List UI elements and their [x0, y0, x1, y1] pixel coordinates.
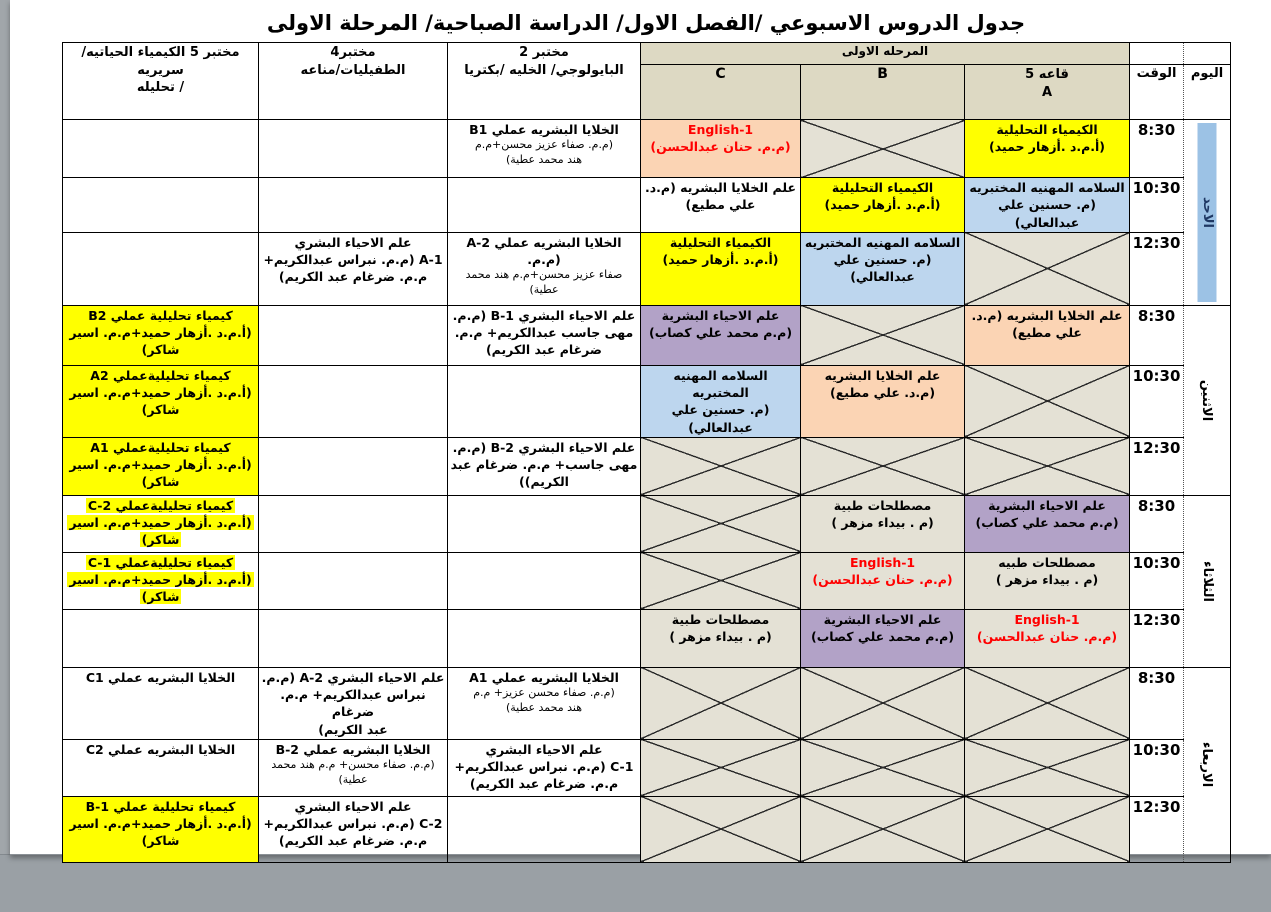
cell-a: [965, 120, 1130, 178]
cell-b: [801, 495, 965, 552]
cell-text-line: [65, 588, 256, 605]
cell-b: [801, 667, 965, 739]
day-cell: [1184, 667, 1231, 862]
schedule-row: [63, 178, 1231, 233]
cell-lab2: [448, 305, 641, 365]
cell-text-line: (م.م محمد علي كصاب): [975, 515, 1119, 530]
cell-text-line: هند محمد عطية): [505, 153, 583, 167]
schedule-table: [62, 42, 1231, 863]
cell-a: [965, 495, 1130, 552]
time-cell: 8:30: [1130, 120, 1184, 178]
cell-lab5: [63, 120, 259, 178]
time-cell: 12:30: [1130, 796, 1184, 862]
cell-text-line: صفاء عزيز محسن+م.م هند محمد: [465, 268, 623, 282]
cell-lab2: [448, 232, 641, 305]
lab2-header-line1: مختبر 2: [519, 45, 569, 60]
cell-text-line: [65, 571, 256, 588]
cell-a: [965, 739, 1130, 796]
cell-lab5: [63, 552, 259, 609]
room-c-header: C: [641, 65, 801, 120]
day-label: الثلاثاء: [1199, 560, 1215, 602]
cell-text-line: الكيمياء التحليلية: [996, 122, 1098, 137]
cell-text-line: ضرغام عبد الكريم): [485, 342, 603, 358]
lab5-header-line2: / تحليله: [136, 80, 185, 96]
cell-b: [801, 365, 965, 437]
time-column-header: الوقت: [1130, 65, 1184, 120]
day-cell: [1184, 495, 1231, 667]
cell-text-line: علم الاحياء البشري: [294, 798, 412, 814]
cell-text-line: (م.د. علي مطيع): [830, 385, 936, 400]
cell-text-line: علي مطيع): [1012, 325, 1082, 340]
cell-a: [965, 437, 1130, 495]
cell-text-line: الكريم)): [519, 474, 569, 490]
cell-text-line: كيمياء تحليلية عملي B-1: [85, 798, 236, 814]
cell-text-line: كيمياء تحليلية عملي B2: [88, 307, 233, 323]
cell-text-line: (م.م محمد علي كصاب): [649, 325, 793, 340]
cell-lab2: [448, 667, 641, 739]
cell-c: [641, 120, 801, 178]
cell-text-line: الخلايا البشريه عملي C2: [85, 741, 236, 757]
document-page: [10, 0, 1271, 855]
time-column-spacer: [1130, 43, 1184, 65]
day-label: الاربعاء: [1199, 742, 1215, 788]
cell-a: [965, 667, 1130, 739]
cell-text-line: English-1: [849, 554, 916, 570]
cell-text-line: (م.م. حنان عبدالحسن): [650, 139, 791, 155]
cell-text-line: (أ.م.د .أزهار حميد+م.م. اسير: [69, 816, 252, 831]
cell-b: [801, 305, 965, 365]
cell-text-line: مصطلحات طبية: [671, 611, 770, 627]
day-cell: [1184, 305, 1231, 495]
cell-text-line: [65, 554, 256, 571]
cell-c: [641, 437, 801, 495]
cell-text-line: (أ.م.د .أزهار حميد): [662, 252, 779, 267]
cell-b: [801, 739, 965, 796]
cell-text-line: كيمياء تحليليةعملي A1: [90, 439, 231, 455]
cell-text-line: (م . بيداء مزهر ): [669, 629, 772, 644]
room-a-line1: قاعه 5: [1025, 67, 1069, 82]
cell-c: [641, 178, 801, 233]
cell-text-line: علم الاحياء البشرية: [823, 611, 942, 627]
cell-text-line: مهى جاسب عبدالكريم+ م.م.: [454, 325, 634, 340]
schedule-row: [63, 739, 1231, 796]
highlighted-text: شاكر): [141, 532, 180, 548]
cell-text-line: (م. حسنين علي عبدالعالي): [833, 252, 932, 285]
cell-text-line: علم الخلايا البشريه (م.د.: [971, 307, 1123, 323]
time-cell: 8:30: [1130, 495, 1184, 552]
cell-lab4: [259, 365, 448, 437]
cell-lab2: [448, 495, 641, 552]
cell-text-line: English-1: [1014, 611, 1080, 627]
lab2-header-line2: البايولوجي/ الخليه /بكتريا: [464, 62, 624, 78]
room-a-line2: A: [1042, 84, 1053, 100]
cell-text-line: علم الاحياء البشري B-1 (م.م.: [452, 307, 636, 323]
cell-text-line: C-2 (م.م. نبراس عبدالكريم+: [263, 816, 443, 831]
cell-text-line: م.م. ضرغام عبد الكريم): [278, 269, 428, 285]
cell-lab4: [259, 120, 448, 178]
cell-lab2: [448, 365, 641, 437]
schedule-row: [63, 232, 1231, 305]
schedule-row: [63, 552, 1231, 609]
cell-b: [801, 552, 965, 609]
cell-text-line: شاكر): [141, 833, 180, 849]
cell-text-line: (م.م. حنان عبدالحسن): [976, 629, 1118, 644]
cell-text-line: علم الاحياء البشري B-2 (م.م.: [452, 439, 636, 455]
cell-text-line: السلامه المهنيه المختبريه: [673, 367, 768, 400]
cell-a: [965, 552, 1130, 609]
cell-c: [641, 552, 801, 609]
day-column-header: اليوم: [1184, 65, 1231, 120]
cell-text-line: علم الاحياء البشرية: [661, 307, 780, 323]
cell-a: [965, 609, 1130, 667]
cell-text-line: عبد الكريم): [318, 721, 388, 737]
cell-text-line: (م.م. حنان عبدالحسن): [812, 572, 953, 587]
cell-a: [965, 365, 1130, 437]
cell-lab2: [448, 178, 641, 233]
stage-band-header: المرحله الاولى: [641, 43, 1130, 65]
cell-c: [641, 739, 801, 796]
lab5-header-line1: مختبر 5 الكيمياء الحياتيه/سريريه: [81, 45, 240, 78]
room-b-header: B: [801, 65, 965, 120]
cell-c: [641, 609, 801, 667]
cell-lab4: [259, 178, 448, 233]
cell-text-line: (م.م. صفاء محسن+ م.م هند محمد: [271, 758, 435, 771]
cell-a: [965, 796, 1130, 862]
cell-text-line: عطية): [338, 772, 368, 786]
schedule-body: [63, 120, 1231, 863]
schedule-row: [63, 667, 1231, 739]
cell-c: [641, 796, 801, 862]
cell-lab5: [63, 667, 259, 739]
cell-c: [641, 667, 801, 739]
cell-lab5: [63, 437, 259, 495]
cell-text-line: مصطلحات طبيه: [998, 554, 1096, 570]
cell-lab2: [448, 739, 641, 796]
cell-text-line: الخلايا البشريه عملي C1: [85, 669, 236, 685]
cell-text-line: (م.م محمد علي كصاب): [811, 629, 955, 644]
cell-lab4: [259, 305, 448, 365]
schedule-row: [63, 609, 1231, 667]
cell-text-line: (أ.م.د .أزهار حميد): [989, 139, 1106, 155]
cell-text-line: (م. حسنين علي عبدالعالي): [998, 197, 1096, 230]
cell-text-line: علم الخلايا البشريه: [824, 367, 941, 383]
cell-text-line: السلامه المهنيه المختبريه: [969, 180, 1125, 195]
time-cell: 8:30: [1130, 667, 1184, 739]
cell-lab4: [259, 667, 448, 739]
cell-lab4: [259, 495, 448, 552]
cell-text-line: (م . بيداء مزهر ): [831, 515, 934, 530]
cell-c: [641, 365, 801, 437]
lab4-column-header: [259, 43, 448, 120]
cell-text-line: (أ.م.د .أزهار حميد): [824, 197, 941, 213]
cell-text-line: (م . بيداء مزهر ): [995, 572, 1099, 587]
cell-lab5: [63, 796, 259, 862]
cell-lab5: [63, 495, 259, 552]
cell-text-line: English-1: [687, 122, 754, 137]
cell-text-line: كيمياء تحليليةعملي A2: [90, 367, 231, 383]
highlighted-text: كيمياء تحليليةعملي C-2: [87, 497, 234, 513]
cell-lab4: [259, 232, 448, 305]
schedule-row: [63, 796, 1231, 862]
cell-lab5: [63, 178, 259, 233]
lab2-column-header: [448, 43, 641, 120]
cell-text-line: الكيمياء التحليلية: [669, 234, 772, 250]
cell-text-line: علم الاحياء البشرية: [988, 497, 1106, 513]
cell-text-line: مصطلحات طبية: [833, 497, 932, 513]
time-cell: 8:30: [1130, 305, 1184, 365]
cell-c: [641, 232, 801, 305]
cell-text-line: علم الاحياء البشري A-2 (م.م.: [261, 669, 445, 685]
cell-text-line: السلامه المهنيه المختبريه: [804, 234, 961, 250]
header-row-stage: [63, 43, 1231, 65]
cell-lab5: [63, 609, 259, 667]
cell-text-line: م.م. ضرغام عبد الكريم): [469, 776, 619, 792]
lab4-header-line2: الطفيليات/مناعه: [300, 62, 406, 78]
schedule-row: [63, 120, 1231, 178]
cell-text-line: A-1 (م.م. نبراس عبدالكريم+: [263, 252, 443, 267]
cell-lab5: [63, 232, 259, 305]
cell-text-line: C-1 (م.م. نبراس عبدالكريم+: [454, 759, 634, 774]
cell-text-line: هند محمد عطية): [505, 700, 583, 714]
schedule-row: [63, 495, 1231, 552]
time-cell: 10:30: [1130, 365, 1184, 437]
cell-a: [965, 305, 1130, 365]
cell-text-line: الخلايا البشريه عملي A1: [469, 669, 619, 685]
cell-text-line: (أ.م.د .أزهار حميد+م.م. اسير: [69, 325, 252, 340]
cell-text-line: الخلايا البشريه عملي B-2: [275, 741, 431, 757]
time-cell: 10:30: [1130, 739, 1184, 796]
highlighted-text: كيمياء تحليليةعملي C-1: [87, 554, 234, 570]
cell-text-line: علم الاحياء البشري: [485, 741, 603, 757]
highlighted-text: شاكر): [141, 589, 180, 605]
room-a-header: [965, 65, 1130, 120]
cell-text-line: (م.م. صفاء محسن عزيز+ م.م: [473, 686, 615, 699]
cell-lab5: [63, 739, 259, 796]
lab5-column-header: [63, 43, 259, 120]
cell-text-line: علي مطيع): [685, 197, 756, 213]
schedule-row: [63, 365, 1231, 437]
schedule-row: [63, 437, 1231, 495]
cell-lab2: [448, 552, 641, 609]
cell-text-line: م.م. ضرغام عبد الكريم): [278, 833, 428, 849]
highlighted-text: (أ.م.د .أزهار حميد+م.م. اسير: [69, 572, 252, 587]
time-cell: 10:30: [1130, 178, 1184, 233]
cell-lab2: [448, 437, 641, 495]
cell-text-line: عطية): [529, 283, 559, 297]
cell-text-line: علم الاحياء البشري: [294, 234, 412, 250]
cell-text-line: [65, 514, 256, 531]
cell-b: [801, 120, 965, 178]
cell-text-line: (أ.م.د .أزهار حميد+م.م. اسير: [69, 385, 252, 400]
day-column-spacer: [1184, 43, 1231, 65]
day-label: الاحد: [1199, 196, 1215, 228]
cell-text-line: الخلايا البشريه عملي A-2 (م.م.: [466, 234, 622, 267]
cell-lab2: [448, 609, 641, 667]
cell-lab4: [259, 609, 448, 667]
cell-lab4: [259, 796, 448, 862]
cell-a: [965, 232, 1130, 305]
cell-b: [801, 609, 965, 667]
cell-text-line: (م. حسنين علي عبدالعالي): [671, 402, 770, 435]
time-cell: 12:30: [1130, 609, 1184, 667]
cell-text-line: الكيمياء التحليلية: [831, 180, 934, 195]
cell-text-line: شاكر): [141, 342, 180, 358]
time-cell: 12:30: [1130, 232, 1184, 305]
page-title: جدول الدروس الاسبوعي /الفصل الاول/ الدراسة الصباحية/ المرحلة الاولى: [266, 11, 1026, 35]
cell-text-line: [65, 497, 256, 514]
highlighted-text: (أ.م.د .أزهار حميد+م.م. اسير: [69, 515, 252, 530]
day-cell: [1184, 120, 1231, 306]
cell-lab5: [63, 305, 259, 365]
cell-lab2: [448, 796, 641, 862]
cell-c: [641, 495, 801, 552]
cell-text-line: نبراس عبدالكريم+ م.م. ضرغام: [280, 687, 426, 720]
cell-lab4: [259, 437, 448, 495]
cell-c: [641, 305, 801, 365]
lab4-header-line1: مختبر4: [330, 45, 376, 60]
cell-lab5: [63, 365, 259, 437]
schedule-row: [63, 305, 1231, 365]
time-cell: 10:30: [1130, 552, 1184, 609]
cell-b: [801, 178, 965, 233]
cell-text-line: (أ.م.د .أزهار حميد+م.م. اسير: [69, 457, 252, 472]
cell-text-line: شاكر): [141, 402, 180, 418]
cell-text-line: [65, 531, 256, 548]
cell-b: [801, 796, 965, 862]
cell-lab2: [448, 120, 641, 178]
cell-b: [801, 437, 965, 495]
time-cell: 12:30: [1130, 437, 1184, 495]
cell-text-line: (م.م. صفاء عزيز محسن+م.م: [474, 138, 614, 152]
cell-text-line: مهى جاسب+ م.م. ضرغام عبد: [450, 457, 638, 472]
cell-a: [965, 178, 1130, 233]
cell-text-line: الخلايا البشريه عملي B1: [469, 122, 619, 137]
cell-text-line: علم الخلايا البشريه (م.د.: [645, 180, 797, 195]
cell-lab4: [259, 552, 448, 609]
cell-text-line: شاكر): [141, 474, 180, 490]
cell-lab4: [259, 739, 448, 796]
day-label: الاثنين: [1199, 379, 1215, 421]
cell-b: [801, 232, 965, 305]
